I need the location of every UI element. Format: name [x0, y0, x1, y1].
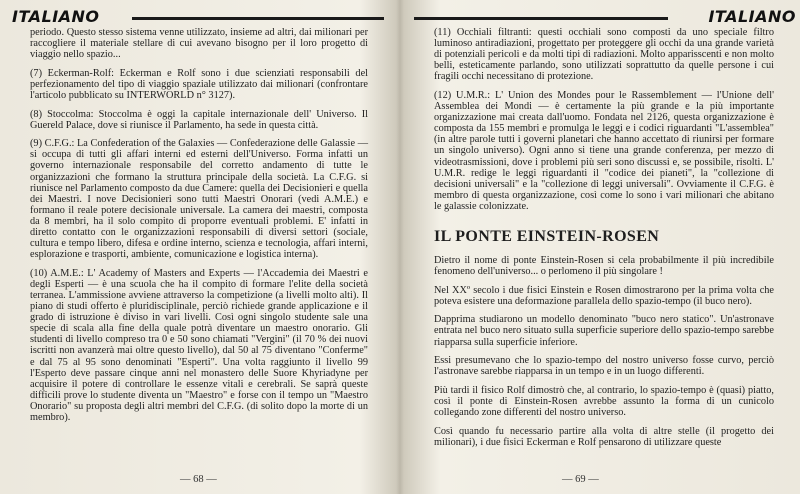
- paragraph: Più tardi il fisico Rolf dimostrò che, al contrario, lo spazio-tempo è (quasi) piatto, così il ponte di Einstein-Rosen avrebbe assunto la forma di un cunicolo collegando zone differenti del nostro universo.: [434, 384, 774, 419]
- paragraph: Essi presumevano che lo spazio-tempo del nostro universo fosse curvo, perciò l'astronave sarebbe riapparsa in un tempo e in un luogo differenti.: [434, 355, 774, 378]
- paragraph: (11) Occhiali filtranti: questi occhiali sono composti da uno speciale filtro luminoso antiradiazioni, progettato per proteggere gli occhi da una grande varietà di potenziali pericoli e da molti tipi di radiazioni. Molto apparisscenti e non molto belli, esteticamente parlando, sono utilizzati soprattutto da quelle persone i cui fragili occhi necessitano di protezione.: [434, 27, 774, 83]
- paragraph: periodo. Questo stesso sistema venne utilizzato, insieme ad altri, dai milionari per raccogliere il materiale stellare di cui avevano bisogno per il loro progetto di viaggio nello spazio...: [30, 27, 368, 61]
- paragraph: (12) U.M.R.: L' Union des Mondes pour le Rassemblement — l'Unione dell' Assemblea dei Mondi — è certamente la più grande e la più importante organizzazione mai creata dall'uomo. Fondata nel 2126, questa organizzazione è composta da 155 membri e promulga le leggi e i codici riguardanti "L'assemblea" (in altre parole tutti i governi planetari che hanno accettato di riunirsi per formare un singolo universo). Ogni anno si tiene una grande conferenza, per mezzo di videotrasmissioni, dove i problemi più seri sono discussi e, se possibile, risolti. L' U.M.R. redige le leggi riguardanti il "codice dei pianeti", la "collezione di decisioni universali" e la "collezione di leggi universali". Ovviamente il C.F.G. è membro di questa organizzazione, così come lo sono i vari milionari che abitano le galassie colonizzate.: [434, 89, 774, 212]
- left-page: [0, 0, 398, 494]
- left-header-rule: [132, 17, 384, 20]
- right-page-number: — 69 —: [562, 474, 599, 485]
- right-body: [434, 27, 774, 455]
- paragraph: Nel XXº secolo i due fisici Einstein e Rosen dimostrarono per la prima volta che poteva esistere una deformazione parallela dello spazio-tempo (il buco nero).: [434, 284, 774, 307]
- paragraph: Dietro il nome di ponte Einstein-Rosen si cela probabilmente il più incredibile fenomeno dell'universo... o perlomeno il più singolare !: [434, 255, 774, 278]
- right-page: [402, 0, 800, 494]
- left-header: [12, 7, 384, 25]
- left-section-title: ITALIANO: [12, 7, 100, 26]
- left-body: [30, 27, 368, 431]
- paragraph: (10) A.M.E.: L' Academy of Masters and Experts — l'Accademia dei Maestri e degli Esperti — è una scuola che ha il compito di formare l'elite della società terranea. L'ammissione avviene attraverso la competizione (a livelli molto alti). Il piano di studi offerto è pluridisciplinale, perciò richiede grande applicazione e il grado di istruzione è diviso in vari livelli. Così ogni singolo studente sale una specie di scala alla fine della quale potrà diventare un maestro onorario. Gli studenti di livello compreso tra 0 e 50 sono chiamati "Vergini" (il 70 % dei nuovi iscritti non avanzerà mai oltre questo livello), dal 50 al 75 diventano "Conferme" e dal 75 al 95 sono denominati "Esperti". Una volta raggiunto il livello 99 l'Esperto deve passare cinque anni nel monastero delle Suore Khyriadyne per acquisire il potere di controllare le essenze vitali e cerebrali. Se saprà queste difficili prove lo studente diventa un "Maestro" e forse con il tempo un "Maestro Onorario" su proposta degli altri membri del C.F.G. (di solito dopo la morte di un membro).: [30, 267, 368, 423]
- right-header: [414, 7, 800, 25]
- paragraph: (9) C.F.G.: La Confederation of the Galaxies — Confederazione delle Galassie — si occupa di tutti gli affari interni ed esterni dell'Universo. Forma infatti un governo internazionale responsabile del corretto andamento di tutte le organizzazioni che formano la struttura principale della società. La C.F.G. si riunisce nel Parlamento composto da due Camere: quella dei Decisionieri e quella dei Maestri. I nove Decisionieri sono tutti Maestri Onorari (vedi A.M.E.) e formano il reale potere decisionale universale. La camera dei maestri, composta da 8 membri, ha il solo compito di proporre eventuali problemi. E' infatti in diretto contatto con le organizzazioni responsabili di diversi settori (sociale, cultura e tempo libero, difesa e ordine interno, scienza e tecnologia, affari interni, esplorazione e trasporti, ambiente, comunicazione e logistica interna).: [30, 138, 368, 261]
- right-header-rule: [414, 17, 668, 20]
- paragraph: (7) Eckerman-Rolf: Eckerman e Rolf sono i due scienziati responsabili del perfezionamento del tipo di viaggio spaziale utilizzato dai milionari (confrontare l'articolo pubblicato su INTERWORLD n° 3127).: [30, 67, 368, 101]
- left-page-number: — 68 —: [180, 474, 217, 485]
- paragraph: Così quando fu necessario partire alla volta di altre stelle (il progetto dei milionari), i due fisici Eckerman e Rolf pensarono di utilizzare queste: [434, 425, 774, 448]
- section-heading: IL PONTE EINSTEIN-ROSEN: [434, 228, 660, 245]
- right-section-title: ITALIANO: [708, 7, 796, 26]
- paragraph: Dapprima studiarono un modello denominato "buco nero statico". Un'astronave entrata nel buco nero situato sulla superficie superiore dello spazio-tempo sarebbe riapparsa sulla superficie inferiore.: [434, 314, 774, 348]
- paragraph: (8) Stoccolma: Stoccolma è oggi la capitale internazionale dell' Universo. Il Guereld Palace, dove si riunisce il Parlamento, ha sede in questa città.: [30, 108, 368, 131]
